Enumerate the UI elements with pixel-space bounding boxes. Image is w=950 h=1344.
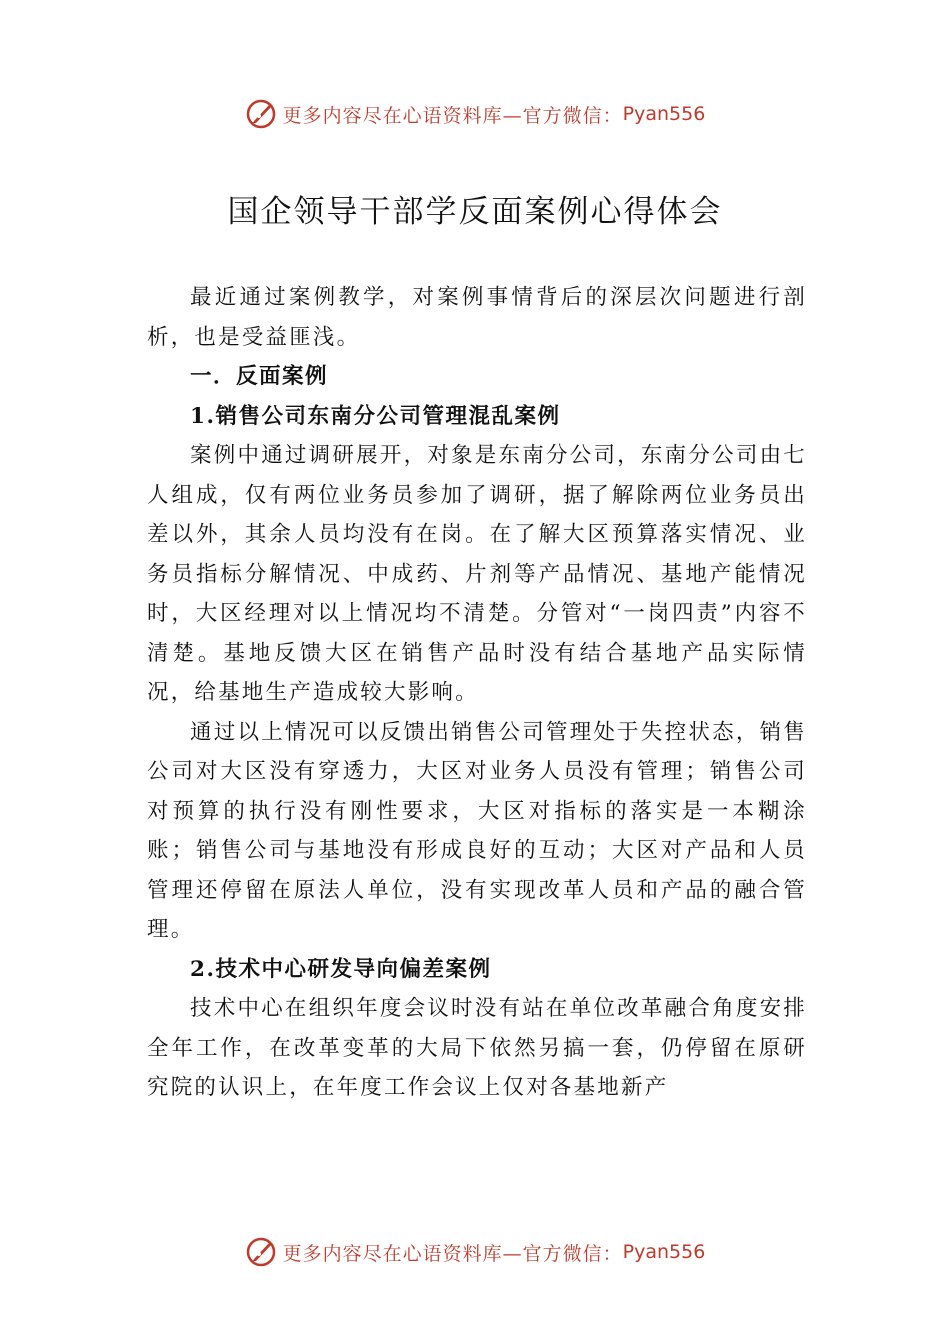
- intro-paragraph: 最近通过案例教学，对案例事情背后的深层次问题进行剖析，也是受益匪浅。: [147, 285, 807, 350]
- case-paragraph: 技术中心在组织年度会议时没有站在单位改革融合角度安排全年工作，在改革变革的大局下依然另搞一套，仍停留在原研究院的认识上，在年度工作会议上仅对各基地新产: [147, 996, 807, 1100]
- section-heading: 一．反面案例: [190, 364, 329, 389]
- case-heading: 2.技术中心研发导向偏差案例: [190, 956, 492, 982]
- watermark-banner-top: [0, 96, 950, 132]
- watermark-label: 更多内容尽在心语资料库—官方微信：: [282, 104, 623, 127]
- quill-seal-logo-icon: [245, 98, 277, 130]
- watermark-label: 更多内容尽在心语资料库—官方微信：: [282, 1242, 623, 1265]
- watermark-banner-bottom: [0, 1234, 950, 1270]
- document-title: 国企领导干部学反面案例心得体会: [227, 194, 723, 230]
- watermark-wechat-id: Pyan556: [622, 103, 706, 125]
- case-paragraph: 案例中通过调研展开，对象是东南分公司，东南分公司由七人组成，仅有两位业务员参加了调研，据了解除两位业务员出差以外，其余人员均没有在岗。在了解大区预算落实情况、业务员指标分解情况、中成药、片剂等产品情况、基地产能情况时，大区经理对以上情况均不清楚。分管对“一岗四责”内容不清楚。基地反馈大区在销售产品时没有结合基地产品实际情况，给基地生产造成较大影响。: [147, 443, 807, 705]
- watermark-wechat-id: Pyan556: [622, 1241, 706, 1263]
- case-heading: 1.销售公司东南分公司管理混乱案例: [190, 403, 561, 429]
- case-paragraph: 通过以上情况可以反馈出销售公司管理处于失控状态，销售公司对大区没有穿透力，大区对业务人员没有管理；销售公司对预算的执行没有刚性要求，大区对指标的落实是一本糊涂账；销售公司与基地没有形成良好的互动；大区对产品和人员管理还停留在原法人单位，没有实现改革人员和产品的融合管理。: [147, 719, 807, 942]
- document-body: [147, 278, 807, 1108]
- quill-seal-logo-icon: [245, 1236, 277, 1268]
